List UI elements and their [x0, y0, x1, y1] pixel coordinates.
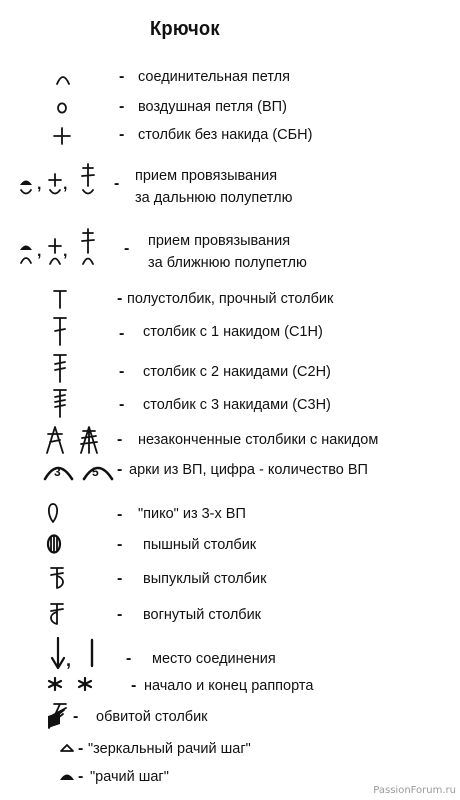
legend-description: столбик с 3 накидами (С3Н) [143, 397, 331, 413]
legend-description [148, 232, 307, 272]
mirror-crab-stitch-icon [60, 743, 74, 753]
legend-separator: , [37, 176, 42, 193]
page-title: Крючок [150, 18, 220, 40]
legend-description: "пико" из 3-х ВП [138, 506, 246, 522]
legend-row-hdc [0, 287, 460, 313]
legend-dash: - [117, 461, 123, 478]
legend-description: обвитой столбик [96, 709, 208, 725]
legend-dash: - [78, 768, 84, 785]
legend-dash: - [119, 126, 125, 143]
arch-number-3: 3 [54, 465, 61, 479]
legend-row-front-loop [0, 225, 460, 277]
repeat-marker-icon [47, 676, 93, 692]
crab-stitch-icon [60, 771, 74, 781]
legend-description: вогнутый столбик [143, 607, 262, 623]
watermark: PassionForum.ru [373, 785, 456, 796]
legend-row-mirror-crab [0, 737, 460, 761]
legend-description: "рачий шаг" [90, 769, 169, 785]
back-loop-icon [18, 162, 106, 196]
treble-crochet-icon [53, 353, 67, 383]
legend-row-dtr [0, 386, 460, 420]
legend-dash: - [119, 68, 125, 85]
legend-description: столбик с 1 накидом (С1Н) [143, 324, 323, 340]
legend-separator: , [63, 243, 68, 260]
legend-description: воздушная петля (ВП) [138, 99, 287, 115]
picot-icon [46, 501, 60, 523]
legend-description-line-2: за дальнюю полупетлю [135, 190, 293, 206]
chain-icon [55, 101, 69, 115]
legend-separator: , [37, 243, 42, 260]
legend-dash: - [114, 175, 120, 192]
legend-row-back-loop [0, 160, 460, 212]
legend-row-back-post [0, 598, 460, 628]
legend-description-line-1: прием провязывания [148, 233, 291, 249]
legend-row-dc [0, 314, 460, 350]
back-post-icon [48, 600, 66, 626]
legend-row-tr [0, 351, 460, 387]
slip-stitch-icon [55, 72, 71, 86]
legend-dash: - [78, 740, 84, 757]
legend-description: столбик с 2 накидами (С2Н) [143, 364, 331, 380]
wrapped-stitch-icon [44, 702, 68, 730]
legend-dash: - [117, 431, 123, 448]
legend-dash: - [117, 290, 123, 307]
legend-description: полустолбик, прочный столбик [127, 291, 334, 307]
legend-separator: , [66, 650, 72, 670]
legend-dash: - [117, 506, 123, 523]
legend-dash: - [117, 570, 123, 587]
join-point-icon [50, 636, 98, 670]
legend-description: начало и конец раппорта [144, 678, 314, 694]
legend-description-line-1: прием провязывания [135, 168, 278, 184]
legend-row-chain [0, 96, 460, 120]
arch-number-5: 5 [92, 465, 99, 479]
legend-description: выпуклый столбик [143, 571, 267, 587]
legend-description [135, 167, 292, 207]
double-crochet-icon [53, 316, 67, 346]
front-post-icon [48, 564, 66, 590]
legend-description: соединительная петля [138, 69, 290, 85]
legend-row-arches [0, 455, 460, 483]
legend-description: незаконченные столбики с накидом [138, 432, 379, 448]
legend-description: столбик без накида (СБН) [138, 127, 313, 143]
legend-description-line-2: за ближнюю полупетлю [148, 255, 307, 271]
legend-dash: - [126, 650, 132, 667]
double-treble-icon [53, 388, 67, 418]
legend-dash: - [119, 98, 125, 115]
legend-description: "зеркальный рачий шаг" [88, 741, 251, 757]
legend-row-wrapped [0, 700, 460, 732]
single-crochet-icon [53, 127, 71, 145]
legend-dash: - [119, 325, 125, 342]
legend-description: арки из ВП, цифра - количество ВП [129, 462, 368, 478]
legend-description: пышный столбик [143, 537, 257, 553]
legend-row-unfinished [0, 421, 460, 457]
legend-row-slip-stitch [0, 66, 460, 90]
legend-separator: , [63, 176, 68, 193]
legend-row-join [0, 636, 460, 672]
legend-row-front-post [0, 562, 460, 592]
legend-dash: - [73, 708, 79, 725]
legend-description: место соединения [152, 651, 276, 667]
legend-dash: - [117, 536, 123, 553]
legend-dash: - [119, 363, 125, 380]
legend-dash: - [117, 606, 123, 623]
legend-row-sc [0, 123, 460, 149]
legend-row-repeat [0, 672, 460, 698]
half-double-crochet-icon [53, 289, 67, 309]
legend-dash: - [119, 396, 125, 413]
legend-dash: - [124, 240, 130, 257]
legend-row-picot [0, 498, 460, 528]
legend-dash: - [131, 677, 137, 694]
unfinished-stitches-icon [44, 423, 106, 455]
front-loop-icon [18, 227, 106, 267]
puff-stitch-icon [46, 533, 62, 555]
legend-row-puff [0, 530, 460, 558]
